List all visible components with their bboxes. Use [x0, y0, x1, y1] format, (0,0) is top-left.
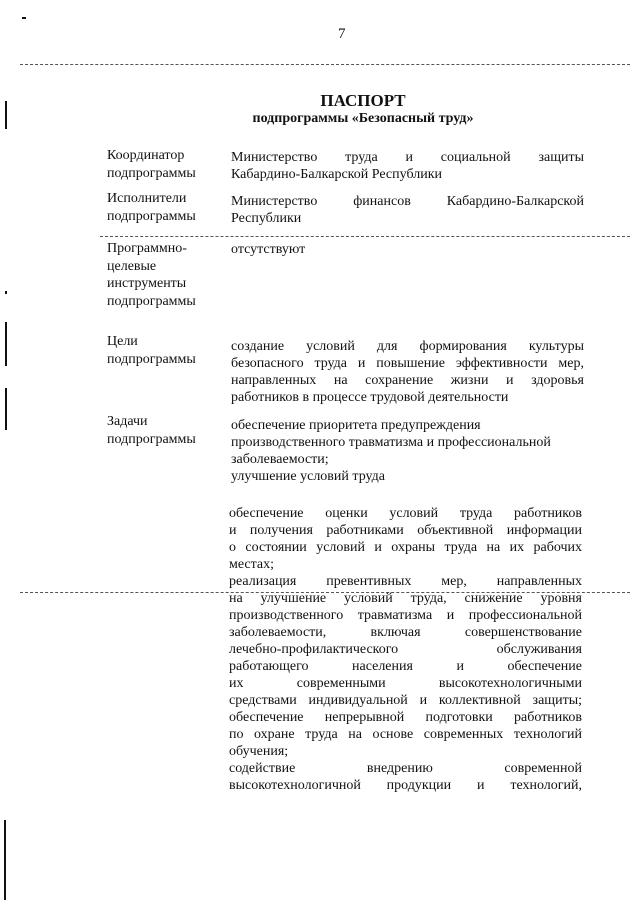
value-line: Республики [231, 211, 302, 226]
scan-rule-middle [100, 236, 630, 237]
row-value-goals [231, 338, 584, 406]
value-line: производственного травматизма и профессиональной [229, 608, 582, 623]
scan-rule-top [20, 64, 630, 65]
row-label-executors [107, 190, 225, 225]
row-value-executors [231, 193, 584, 227]
value-line: Министерство труда и социальной защиты [231, 150, 584, 165]
value-line: безопасного труда и повышение эффективности мер, [231, 356, 584, 371]
value-line: работающего населения и обеспечение [229, 659, 582, 674]
document-title: ПАСПОРТ [320, 91, 406, 110]
value-line: производственного травматизма и профессиональной [231, 435, 551, 450]
value-line: заболеваемости; [231, 452, 329, 467]
label-line: подпрограммы [107, 351, 196, 367]
value-line: средствами индивидуальной и коллективной защиты; [229, 693, 582, 708]
scan-mark-left-dot [5, 291, 7, 294]
value-line: содействие внедрению современной [229, 761, 582, 776]
value-line: местах; [229, 557, 275, 572]
label-line: Программно- [107, 241, 187, 256]
page-number: 7 [338, 26, 346, 42]
value-line: отсутствуют [231, 242, 306, 257]
value-line: по охране труда на основе современных технологий [229, 727, 582, 742]
value-line: Кабардино-Балкарской Республики [231, 167, 442, 182]
value-line: на улучшение условий труда, снижение уровня [229, 591, 582, 606]
label-line: подпрограммы [107, 431, 196, 447]
label-line: Задачи [107, 414, 148, 429]
document-subtitle: подпрограммы «Безопасный труд» [252, 111, 474, 126]
value-line: их современными высокотехнологичными [229, 676, 582, 691]
value-line: работников в процессе трудовой деятельности [231, 390, 509, 405]
row-value-tasks-continued [229, 505, 582, 794]
row-value-tasks [231, 417, 584, 485]
value-line: направленных на сохранение жизни и здоровья [231, 373, 584, 388]
value-line: улучшение условий труда [231, 469, 385, 484]
value-line: лечебно-профилактического обслуживания [229, 642, 582, 657]
label-line: подпрограммы [107, 165, 196, 181]
scan-mark-bottom [4, 820, 6, 900]
value-line: обучения; [229, 744, 289, 759]
value-line: Министерство финансов Кабардино-Балкарской [231, 194, 584, 209]
row-label-coordinator [107, 147, 225, 182]
label-line: инструменты [107, 276, 187, 291]
scan-mark-left-middle [5, 322, 7, 366]
value-line: заболеваемости, включая совершенствование [229, 625, 582, 640]
label-line: подпрограммы [107, 293, 196, 309]
label-line: Исполнители [107, 191, 187, 206]
value-line: о состоянии условий и охраны труда на их рабочих [229, 540, 582, 555]
value-line: высокотехнологичной продукции и технологий, [229, 778, 582, 793]
value-line: обеспечение приоритета предупреждения [231, 418, 481, 433]
scan-mark-left-lower [5, 388, 7, 430]
row-label-tasks [107, 413, 225, 448]
row-value-instruments [231, 241, 584, 258]
scan-mark-corner [22, 17, 26, 19]
label-line: целевые [107, 258, 157, 274]
label-line: Координатор [107, 148, 185, 163]
label-line: подпрограммы [107, 208, 196, 224]
row-label-goals [107, 333, 225, 368]
row-label-instruments [107, 240, 225, 310]
value-line: создание условий для формирования культуры [231, 339, 584, 354]
value-line: и получения работниками объективной информации [229, 523, 582, 538]
row-value-coordinator [231, 149, 584, 183]
value-line: обеспечение оценки условий труда работников [229, 506, 582, 521]
label-line: Цели [107, 334, 138, 349]
value-line: реализация превентивных мер, направленных [229, 574, 582, 589]
value-line: обеспечение непрерывной подготовки работников [229, 710, 582, 725]
